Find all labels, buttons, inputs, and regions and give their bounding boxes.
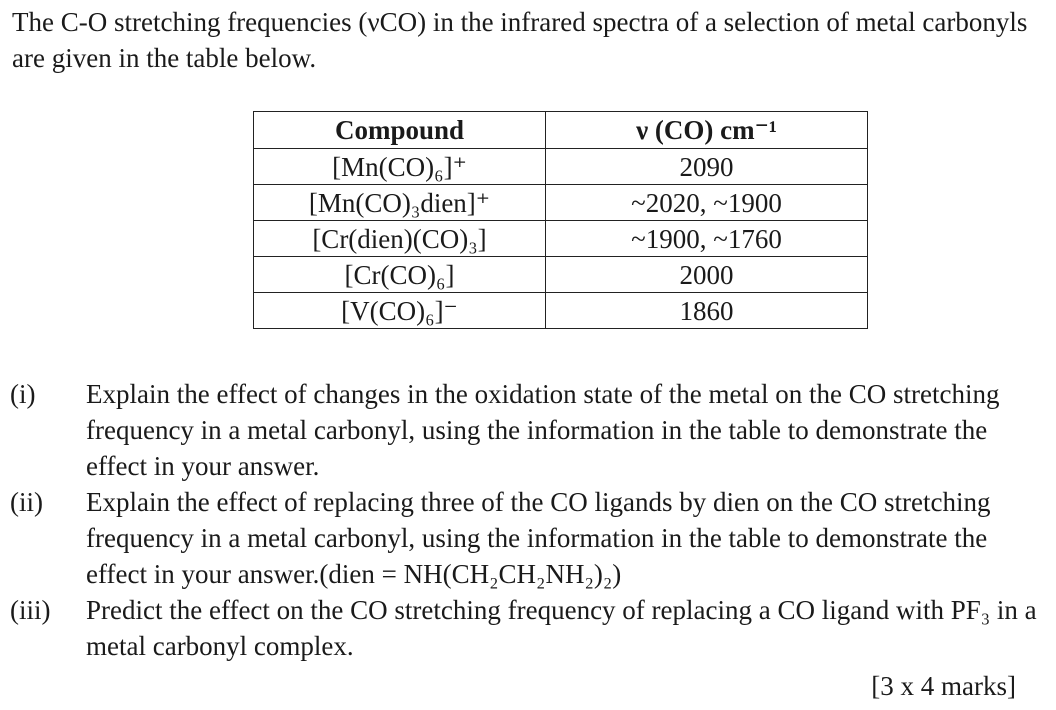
question-text: Explain the effect of replacing three of the CO ligands by dien on the CO stretching frequency in a metal carbonyl, using the information in the table to demonstrate the effect in your answer.(dien = NH(CH₂CH₂NH₂)₂) <box>86 487 991 589</box>
table-row <box>254 149 868 185</box>
table-row <box>254 221 868 257</box>
question-item <box>10 376 1046 484</box>
frequency-table-container <box>253 111 867 329</box>
table-row <box>254 257 868 293</box>
compound-cell: [V(CO)₆]⁻ <box>254 293 546 329</box>
marks-label: [3 x 4 marks] <box>871 671 1016 701</box>
intro-paragraph: The C-O stretching frequencies (νCO) in the infrared spectra of a selection of metal carbonyls are given in the table below. <box>12 7 1028 73</box>
frequency-cell: 2090 <box>546 149 868 185</box>
frequency-cell: ~2020, ~1900 <box>546 185 868 221</box>
question-item <box>10 592 1046 664</box>
table-header-row <box>254 112 868 149</box>
compound-cell: [Mn(CO)₃dien]⁺ <box>254 185 546 221</box>
header-compound: Compound <box>254 112 546 149</box>
frequency-cell: ~1900, ~1760 <box>546 221 868 257</box>
frequency-cell: 1860 <box>546 293 868 329</box>
frequency-table <box>253 111 868 329</box>
table-row <box>254 293 868 329</box>
compound-cell: [Cr(CO)₆] <box>254 257 546 293</box>
frequency-cell: 2000 <box>546 257 868 293</box>
question-number: (i) <box>10 379 36 409</box>
question-text: Predict the effect on the CO stretching frequency of replacing a CO ligand with PF₃ in a metal carbonyl complex. <box>86 595 1037 661</box>
table-row <box>254 185 868 221</box>
question-number: (iii) <box>10 595 51 625</box>
compound-cell: [Cr(dien)(CO)₃] <box>254 221 546 257</box>
compound-cell: [Mn(CO)₆]⁺ <box>254 149 546 185</box>
question-item <box>10 484 1046 592</box>
question-list <box>10 376 1046 664</box>
header-frequency: ν (CO) cm⁻¹ <box>546 112 868 149</box>
question-text: Explain the effect of changes in the oxidation state of the metal on the CO stretching frequency in a metal carbonyl, using the information in the table to demonstrate the effect in your answer. <box>86 379 1000 481</box>
question-number: (ii) <box>10 487 43 517</box>
